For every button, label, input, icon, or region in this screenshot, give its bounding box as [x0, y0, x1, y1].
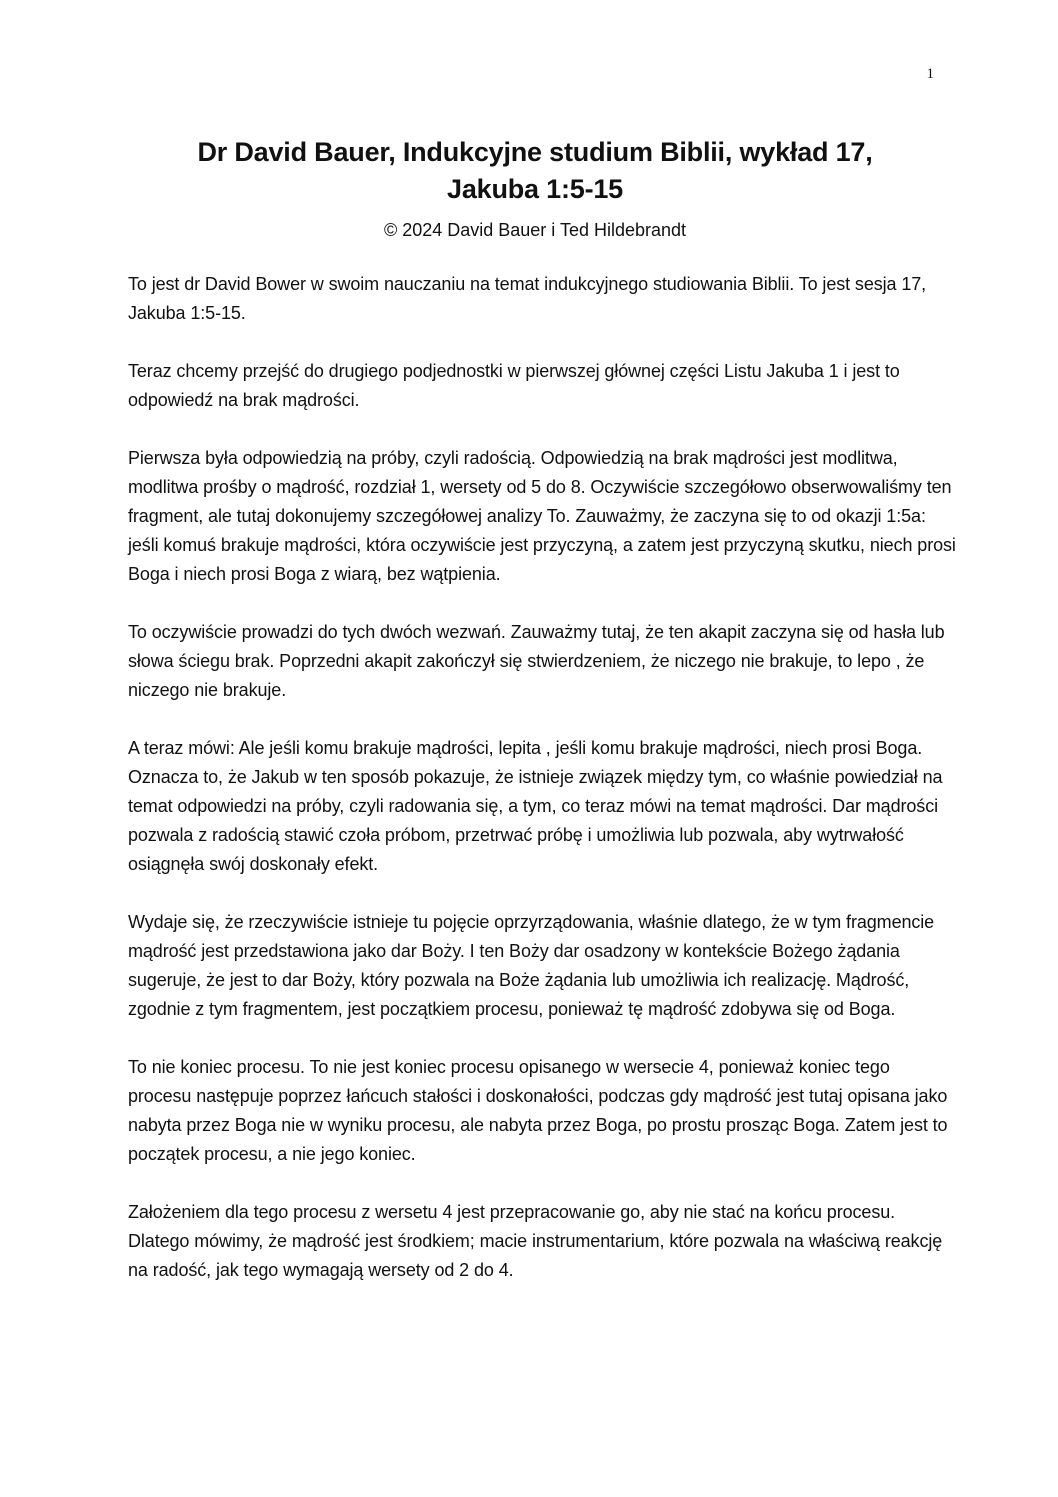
- paragraph: A teraz mówi: Ale jeśli komu brakuje mądrości, lepita , jeśli komu brakuje mądrości, niech prosi Boga. Oznacza to, że Jakub w ten sposób pokazuje, że istnieje związek między tym, co właśnie powiedział na temat odpowiedzi na próby, czyli radowania się, a tym, co teraz mówi na temat mądrości. Dar mądrości pozwala z radością stawić czoła próbom, przetrwać próbę i umożliwia lub pozwala, aby wytrwałość osiągnęła swój doskonały efekt.: [128, 738, 943, 874]
- title-line-1: Dr David Bauer, Indukcyjne studium Biblii, wykład 17,: [197, 137, 873, 167]
- paragraph: Wydaje się, że rzeczywiście istnieje tu pojęcie oprzyrządowania, właśnie dlatego, że w tym fragmencie mądrość jest przedstawiona jako dar Boży. I ten Boży dar osadzony w kontekście Bożego żądania sugeruje, że jest to dar Boży, który pozwala na Boże żądania lub umożliwia ich realizację. Mądrość, zgodnie z tym fragmentem, jest początkiem procesu, ponieważ tę mądrość zdobywa się od Boga.: [128, 912, 935, 1019]
- paragraph: To jest dr David Bower w swoim nauczaniu na temat indukcyjnego studiowania Biblii. To jest sesja 17, Jakuba 1:5-15.: [128, 274, 927, 323]
- paragraph: Założeniem dla tego procesu z wersetu 4 jest przepracowanie go, aby nie stać na końcu procesu. Dlatego mówimy, że mądrość jest środkiem; macie instrumentarium, które pozwala na właściwą reakcję na radość, jak tego wymagają wersety od 2 do 4.: [128, 1202, 943, 1280]
- paragraph: Teraz chcemy przejść do drugiego podjednostki w pierwszej głównej części Listu Jakuba 1 i jest to odpowiedź na brak mądrości.: [128, 361, 900, 410]
- paragraph: To nie koniec procesu. To nie jest koniec procesu opisanego w wersecie 4, ponieważ koniec tego procesu następuje poprzez łańcuch stałości i doskonałości, podczas gdy mądrość jest tutaj opisana jako nabyta przez Boga nie w wyniku procesu, ale nabyta przez Boga, po prostu prosząc Boga. Zatem jest to początek procesu, a nie jego koniec.: [128, 1057, 948, 1164]
- title-line-2: Jakuba 1:5-15: [447, 174, 623, 204]
- paragraph: Pierwsza była odpowiedzią na próby, czyli radością. Odpowiedzią na brak mądrości jest modlitwa, modlitwa prośby o mądrość, rozdział 1, wersety od 5 do 8. Oczywiście szczegółowo obserwowaliśmy ten fragment, ale tutaj dokonujemy szczegółowej analizy To. Zauważmy, że zaczyna się to od okazji 1:5a: jeśli komuś brakuje mądrości, która oczywiście jest przyczyną, a zatem jest przyczyną skutku, niech prosi Boga i niech prosi Boga z wiarą, bez wątpienia.: [128, 448, 956, 584]
- copyright-line: © 2024 David Bauer i Ted Hildebrandt: [383, 220, 687, 240]
- document-title: [100, 134, 970, 208]
- paragraph: To oczywiście prowadzi do tych dwóch wezwań. Zauważmy tutaj, że ten akapit zaczyna się od hasła lub słowa ściegu brak. Poprzedni akapit zakończył się stwierdzeniem, że niczego nie brakuje, to lepo , że niczego nie brakuje.: [128, 622, 945, 700]
- document-body: [128, 270, 956, 1314]
- page-number: 1: [926, 66, 934, 82]
